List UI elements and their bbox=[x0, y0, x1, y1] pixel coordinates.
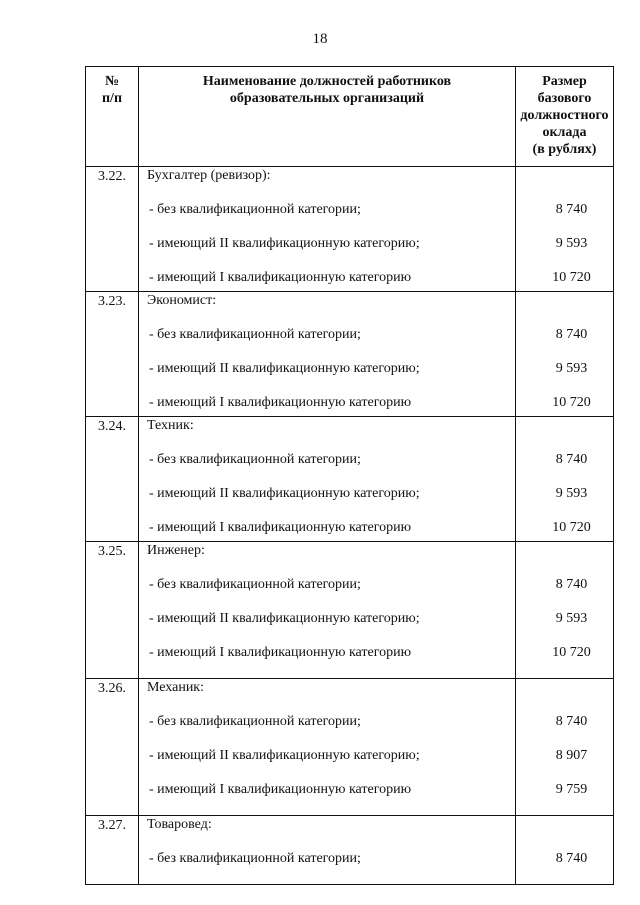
table-row bbox=[86, 542, 614, 679]
category-label: - имеющий II квалификационную категорию; bbox=[149, 748, 420, 763]
position-title: Товаровед: bbox=[147, 817, 212, 832]
table-row bbox=[86, 679, 614, 816]
table-header-row bbox=[86, 67, 614, 167]
salary-spacer bbox=[516, 167, 613, 201]
row-number: 3.23. bbox=[86, 292, 139, 417]
salary-spacer bbox=[516, 679, 613, 713]
row-number: 3.27. bbox=[86, 816, 139, 885]
row-number: 3.25. bbox=[86, 542, 139, 679]
salary-value: 8 740 bbox=[555, 452, 588, 467]
table-row bbox=[86, 816, 614, 885]
category-label: - без квалификационной категории; bbox=[149, 851, 361, 866]
category-label: - имеющий I квалификационную категорию bbox=[149, 645, 412, 660]
salary-cell bbox=[516, 417, 614, 542]
position-cell bbox=[139, 679, 516, 816]
position-cell bbox=[139, 167, 516, 292]
category-label: - имеющий II квалификационную категорию; bbox=[149, 611, 420, 626]
salary-cell bbox=[516, 816, 614, 885]
salary-value: 10 720 bbox=[552, 520, 591, 535]
category-label: - без квалификационной категории; bbox=[149, 577, 361, 592]
category-label: - имеющий I квалификационную категорию bbox=[149, 782, 412, 797]
salary-table bbox=[85, 66, 614, 885]
category-label: - без квалификационной категории; bbox=[149, 714, 361, 729]
header-position-name: Наименование должностей работников образовательных организаций bbox=[139, 67, 516, 167]
category-label: - без квалификационной категории; bbox=[149, 452, 361, 467]
category-label: - без квалификационной категории; bbox=[149, 327, 361, 342]
salary-value: 8 740 bbox=[555, 327, 588, 342]
salary-value: 9 593 bbox=[555, 611, 588, 626]
position-title: Бухгалтер (ревизор): bbox=[147, 168, 271, 183]
salary-value: 8 740 bbox=[555, 202, 588, 217]
position-title: Инженер: bbox=[147, 543, 205, 558]
salary-value: 8 740 bbox=[555, 851, 588, 866]
salary-value: 10 720 bbox=[552, 395, 591, 410]
salary-spacer bbox=[516, 417, 613, 451]
table-row bbox=[86, 167, 614, 292]
row-number: 3.26. bbox=[86, 679, 139, 816]
position-cell bbox=[139, 417, 516, 542]
salary-value: 8 740 bbox=[555, 577, 588, 592]
salary-spacer bbox=[516, 542, 613, 576]
position-title: Экономист: bbox=[147, 293, 217, 308]
salary-value: 9 593 bbox=[555, 361, 588, 376]
salary-value: 8 907 bbox=[555, 748, 588, 763]
salary-spacer bbox=[516, 816, 613, 850]
salary-value: 9 593 bbox=[555, 236, 588, 251]
position-title: Техник: bbox=[147, 418, 194, 433]
category-label: - имеющий I квалификационную категорию bbox=[149, 395, 412, 410]
salary-cell bbox=[516, 542, 614, 679]
position-cell bbox=[139, 816, 516, 885]
row-number: 3.22. bbox=[86, 167, 139, 292]
salary-value: 9 759 bbox=[555, 782, 588, 797]
position-cell bbox=[139, 542, 516, 679]
salary-value: 8 740 bbox=[555, 714, 588, 729]
salary-value: 10 720 bbox=[552, 645, 591, 660]
table-row bbox=[86, 292, 614, 417]
page-number: 18 bbox=[312, 31, 328, 47]
header-number: № п/п bbox=[86, 67, 139, 167]
row-number: 3.24. bbox=[86, 417, 139, 542]
table-body bbox=[86, 167, 614, 885]
category-label: - без квалификационной категории; bbox=[149, 202, 361, 217]
position-title: Механик: bbox=[147, 680, 204, 695]
category-label: - имеющий I квалификационную категорию bbox=[149, 270, 412, 285]
salary-cell bbox=[516, 679, 614, 816]
category-label: - имеющий II квалификационную категорию; bbox=[149, 236, 420, 251]
category-label: - имеющий I квалификационную категорию bbox=[149, 520, 412, 535]
salary-value: 10 720 bbox=[552, 270, 591, 285]
salary-spacer bbox=[516, 292, 613, 326]
salary-value: 9 593 bbox=[555, 486, 588, 501]
category-label: - имеющий II квалификационную категорию; bbox=[149, 361, 420, 376]
header-base-salary: Размер базового должностного оклада (в рублях) bbox=[516, 67, 614, 167]
category-label: - имеющий II квалификационную категорию; bbox=[149, 486, 420, 501]
salary-cell bbox=[516, 292, 614, 417]
position-cell bbox=[139, 292, 516, 417]
salary-cell bbox=[516, 167, 614, 292]
table-row bbox=[86, 417, 614, 542]
